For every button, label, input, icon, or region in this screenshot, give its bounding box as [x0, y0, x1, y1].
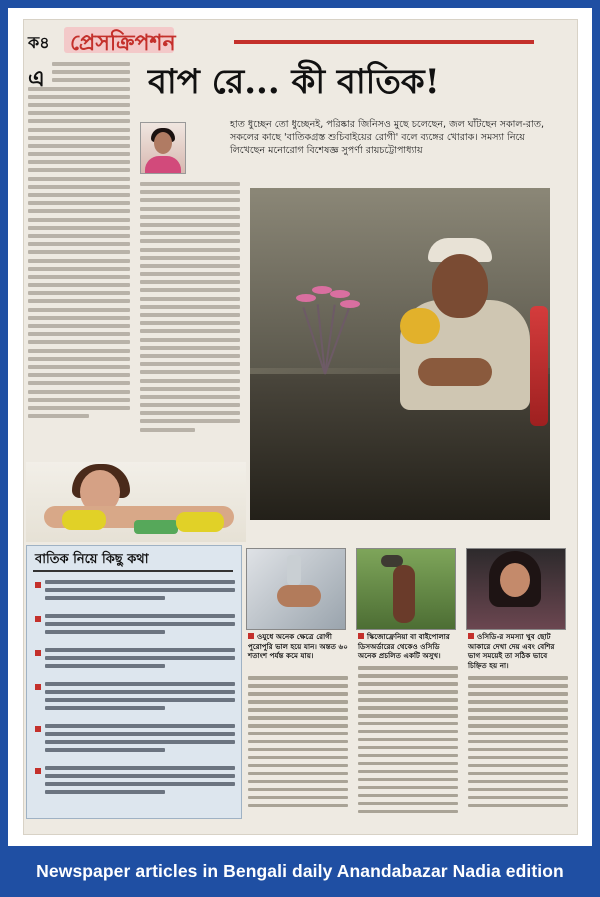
- body-column-bottom-2: [358, 666, 458, 818]
- photo-woman-hands: [418, 358, 492, 386]
- photo-caption-1: ওযুধে অনেক ক্ষেত্রে রোগী পুরোপুরি ভাল হয়ে যান। অন্তত ৬০ শতাংশ পর্যন্ত কমে যায়।: [248, 632, 348, 660]
- article-headline: বাপ রে... কী বাতিক!: [148, 62, 440, 102]
- body-column-bottom-3: [468, 676, 568, 812]
- photo-girl-glove-left: [62, 510, 106, 530]
- photo-tap: [287, 555, 301, 585]
- sidebar-bullet: [35, 682, 235, 714]
- photo-woman-sleeve: [400, 308, 440, 344]
- photo-bottle: [530, 306, 548, 426]
- photo-hand-washing: [246, 548, 346, 630]
- photo-person: [393, 565, 415, 623]
- sidebar-bullet: [35, 724, 235, 756]
- body-column-1: [28, 62, 130, 422]
- author-shirt: [145, 156, 181, 173]
- photo-hands: [277, 585, 321, 607]
- photo-person-outdoors: [356, 548, 456, 630]
- drop-cap: এ: [28, 66, 45, 92]
- photo-girl-glove-right: [176, 512, 224, 532]
- figure-caption-banner: Newspaper articles in Bengali daily Anandabazar Nadia edition: [36, 861, 564, 881]
- photo-flowers: [290, 284, 360, 374]
- photo-caption-2: স্কিজোফ্রেনিয়া বা বাইপোলার ডিসঅর্ডারের থেকেও ওসিডি অনেক প্রচলিত একটি অসুখ।: [358, 632, 450, 660]
- section-rule: [234, 40, 534, 44]
- sidebar-bullet: [35, 580, 235, 604]
- sidebar-bullet: [35, 648, 235, 672]
- main-photo-woman-washing: [250, 188, 550, 520]
- section-title: প্রেসক্রিপশন: [70, 30, 176, 56]
- page-number: ক৪: [28, 33, 50, 52]
- author-face: [154, 132, 172, 154]
- sidebar-bullet: [35, 614, 235, 638]
- photo-woman-face-small: [500, 563, 530, 597]
- photo-girl-cleaning: [26, 462, 246, 542]
- photo-woman-worried: [466, 548, 566, 630]
- caption-marker: [468, 633, 474, 639]
- sidebar-bullet: [35, 766, 235, 798]
- photo-caption-3: ওসিডি-র সমস্যা খুব ছোট আকারে দেখা দেয় এবং বেশির ভাগ সময়েই তা সঠিক ভাবে চিহ্নিত হয় না।: [468, 632, 555, 670]
- article-standfirst: হাত ধুচ্ছেন তো ধুচ্ছেনই, পরিষ্কার জিনিসও মুছে চলেছেন, জল ঘাঁটছেন সকাল-রাত, সকলের কাছে 'বাতিকগ্রস্ত শুচিবাইয়ের রোগী' বলে ব্যঙ্গের খোরাক। সমস্যা নিয়ে লিখেছেন মনোরোগ বিশেষজ্ঞ সুপর্ণা রায়চট্টোপাধ্যায়: [230, 119, 545, 156]
- photo-girl-cloth: [134, 520, 178, 534]
- sidebar-box-title: বাতিক নিয়ে কিছু কথা: [35, 552, 149, 567]
- author-photo: [140, 122, 186, 174]
- body-column-bottom-1: [248, 676, 348, 812]
- body-column-2: [140, 182, 240, 436]
- sidebar-box-rule: [33, 570, 233, 572]
- photo-woman-face: [432, 254, 488, 318]
- caption-marker: [358, 633, 364, 639]
- sidebar-facts-box: [26, 545, 242, 819]
- caption-marker: [248, 633, 254, 639]
